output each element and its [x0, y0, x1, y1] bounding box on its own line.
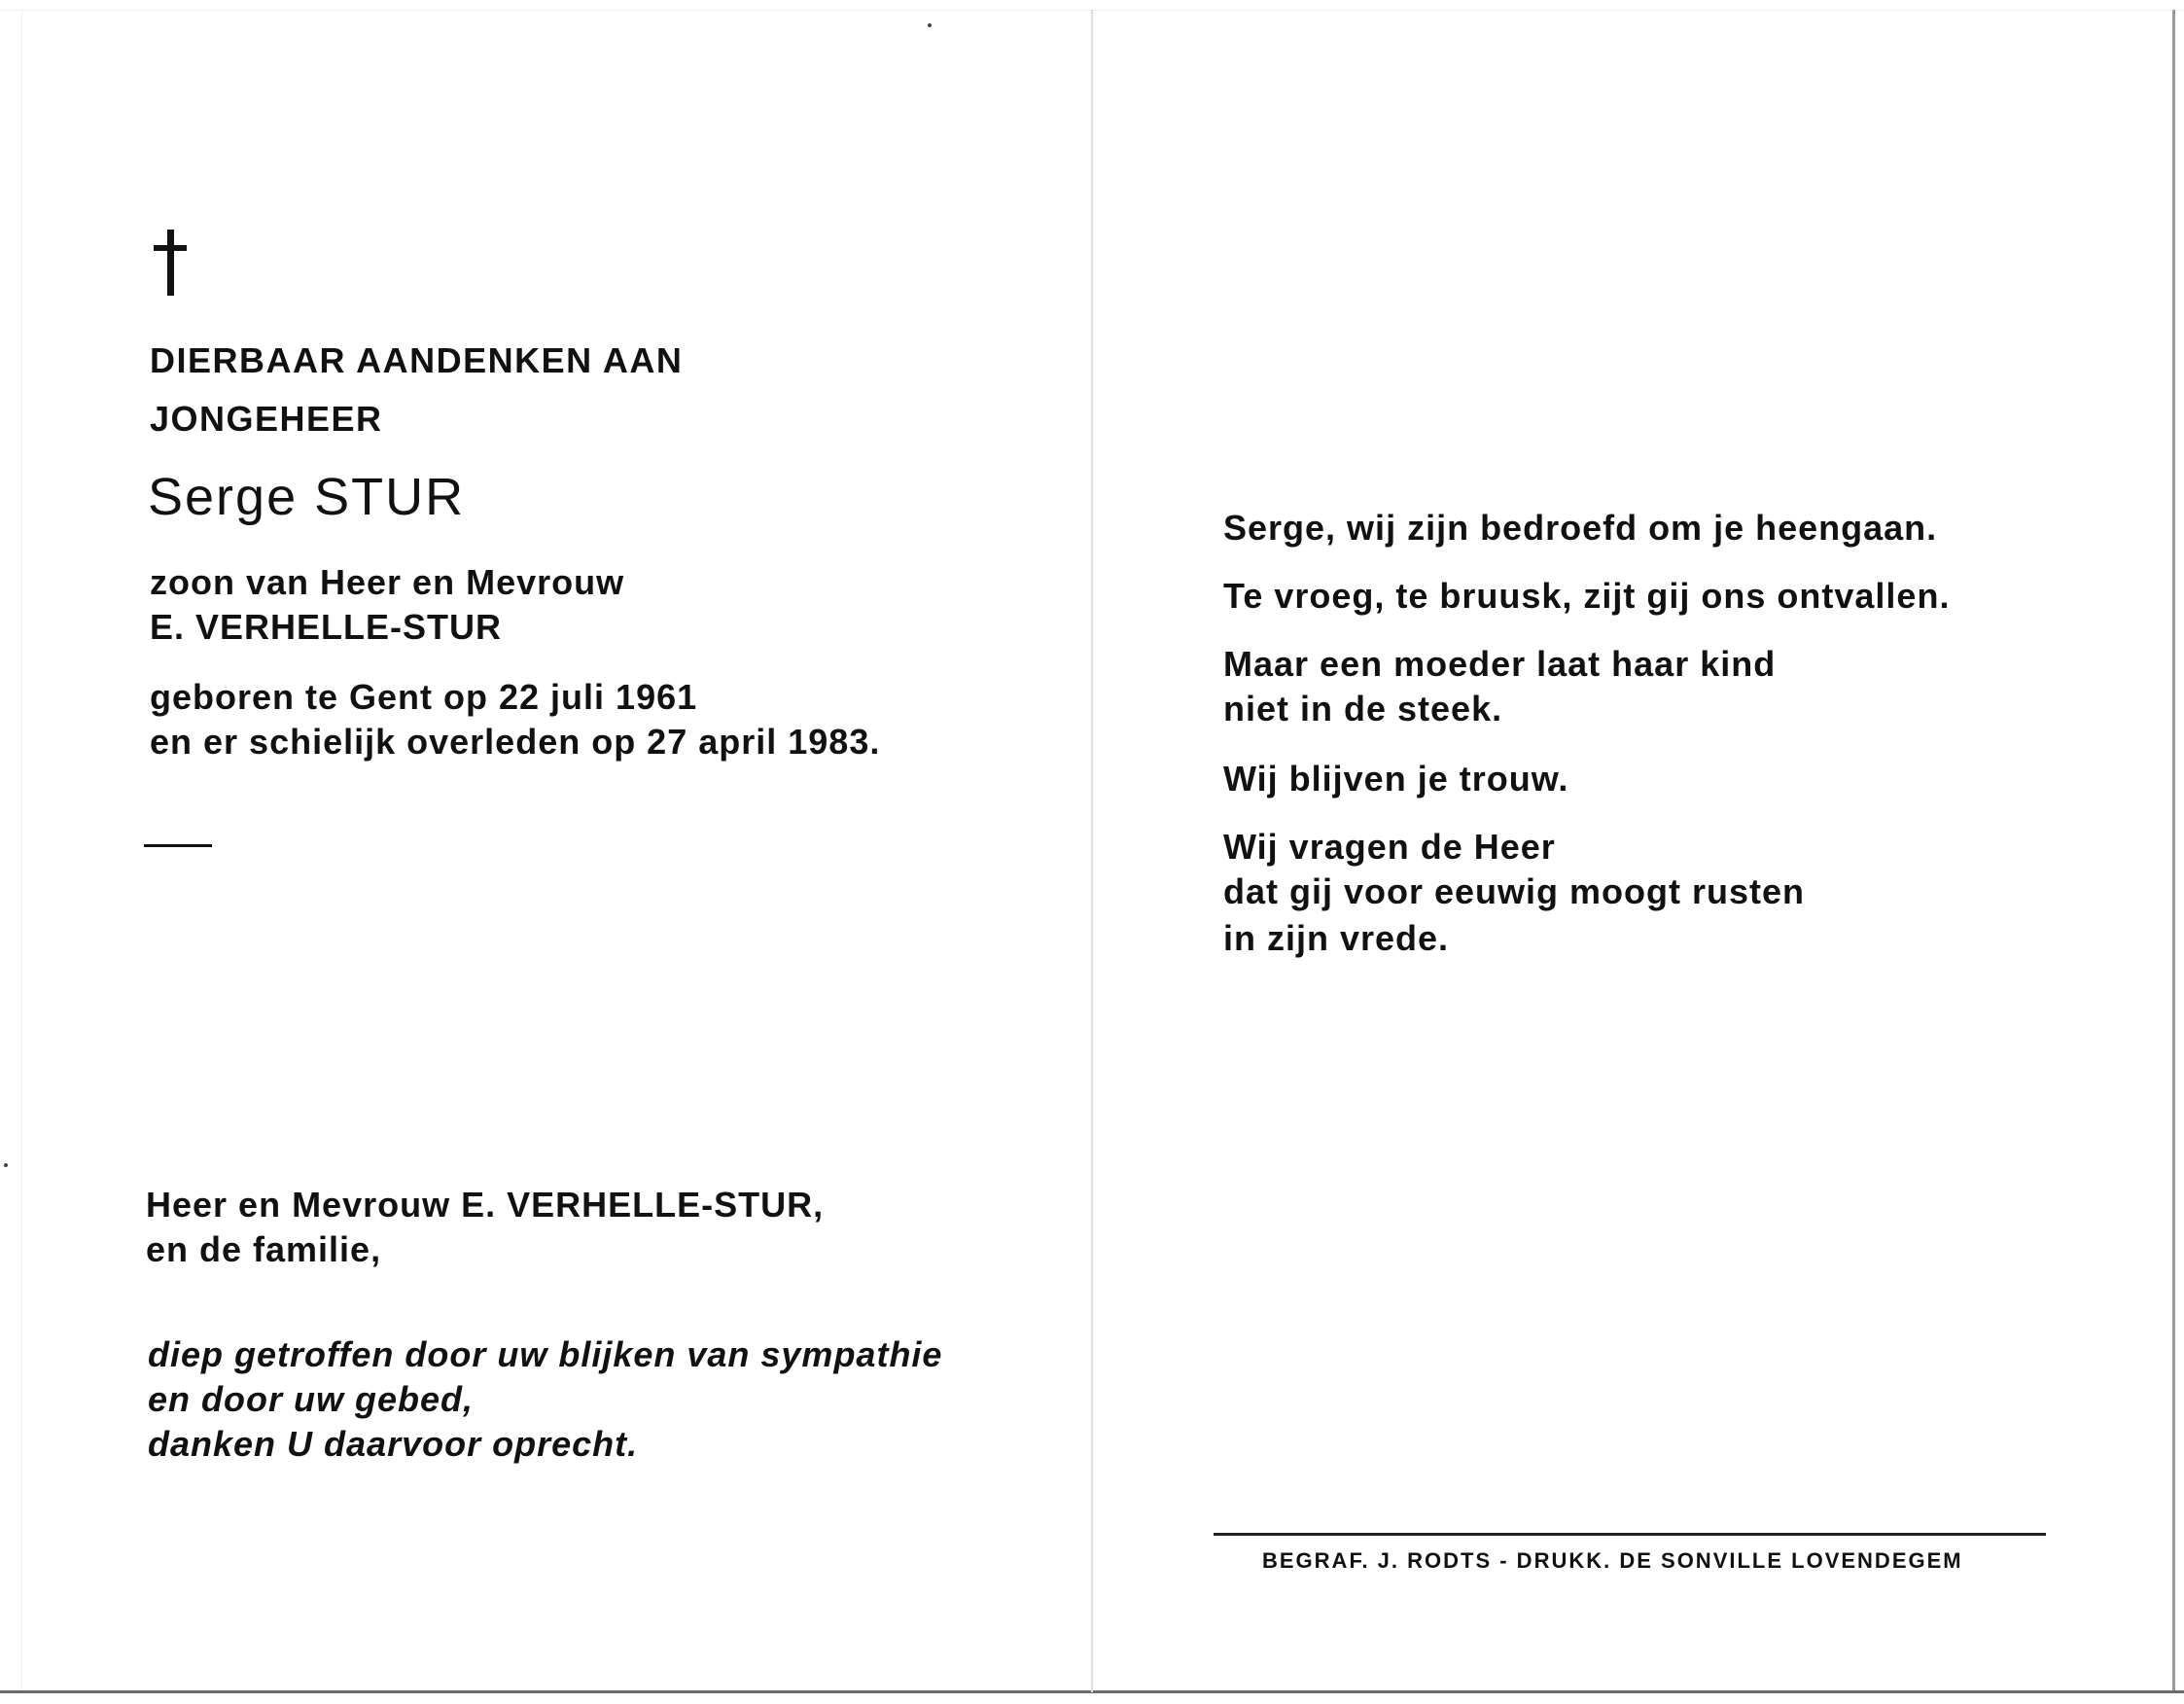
edge-mark: [4, 1163, 8, 1167]
verse-line: Serge, wij zijn bedroefd om je heengaan.: [1223, 508, 1938, 548]
printer-credit: BEGRAF. J. RODTS - DRUKK. DE SONVILLE LOVENDEGEM: [1262, 1548, 1963, 1573]
left-panel: [0, 0, 1091, 1704]
verse-line: in zijn vrede.: [1223, 918, 1450, 958]
parents-line-2: E. VERHELLE-STUR: [150, 607, 503, 647]
thanks-line-3: danken U daarvoor oprecht.: [148, 1424, 639, 1464]
separator-dash: [144, 844, 212, 847]
right-panel: [1093, 0, 2172, 1704]
cross-icon: [154, 230, 187, 296]
verse-line: Maar een moeder laat haar kind: [1223, 644, 1777, 684]
family-line-1: Heer en Mevrouw E. VERHELLE-STUR,: [146, 1185, 825, 1225]
heading-line-2: JONGEHEER: [150, 399, 383, 439]
verse-line: Wij vragen de Heer: [1223, 827, 1556, 867]
heading-line-1: DIERBAAR AANDENKEN AAN: [150, 340, 684, 380]
card-right-edge: [2172, 10, 2175, 1692]
parents-line-1: zoon van Heer en Mevrouw: [150, 562, 625, 602]
verse-line: niet in de steek.: [1223, 689, 1503, 728]
death-line: en er schielijk overleden op 27 april 1983.: [150, 722, 881, 762]
verse-line: Wij blijven je trouw.: [1223, 759, 1569, 799]
thanks-line-1: diep getroffen door uw blijken van sympathie: [148, 1334, 943, 1374]
family-line-2: en de familie,: [146, 1229, 382, 1269]
verse-line: Te vroeg, te bruusk, zijt gij ons ontvallen.: [1223, 576, 1951, 616]
verse-line: dat gij voor eeuwig moogt rusten: [1223, 871, 1806, 911]
deceased-name: Serge STUR: [148, 468, 466, 526]
printer-rule: [1214, 1533, 2046, 1536]
birth-line: geboren te Gent op 22 juli 1961: [150, 677, 698, 717]
thanks-line-2: en door uw gebed,: [148, 1379, 475, 1419]
print-mark: [928, 23, 932, 27]
